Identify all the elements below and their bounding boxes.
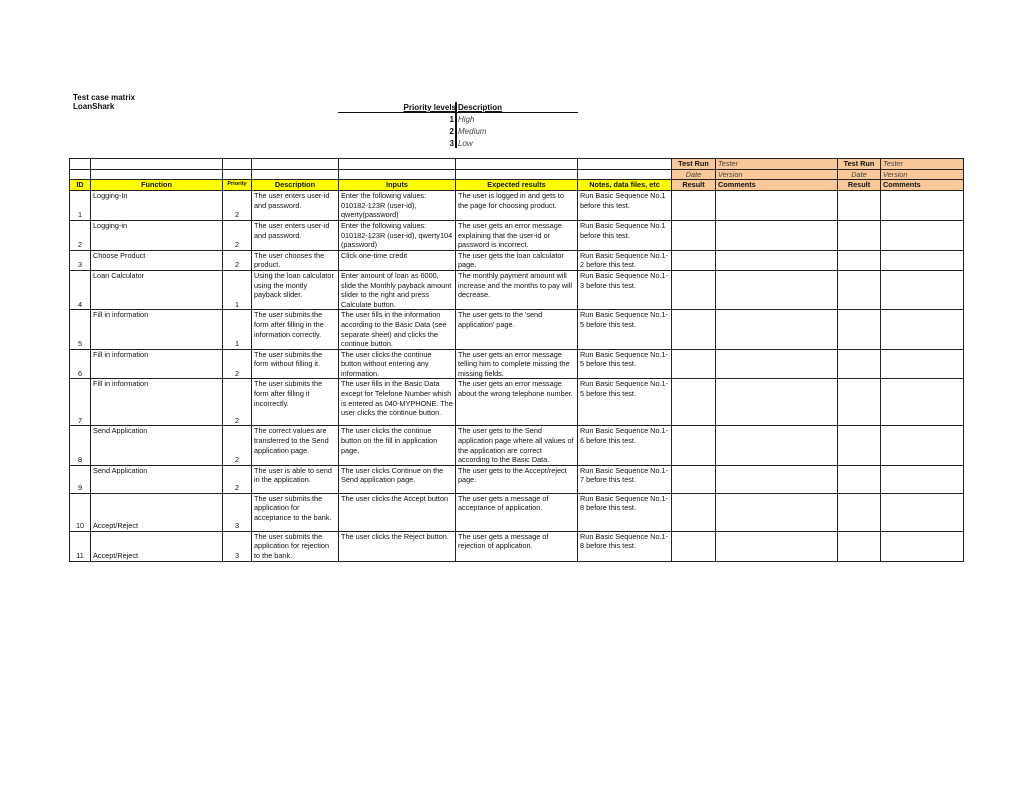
table-row bbox=[70, 349, 964, 379]
legend-row bbox=[338, 113, 578, 125]
legend-level: 1 bbox=[449, 115, 454, 124]
cell-function: Loan Calculator bbox=[91, 270, 223, 309]
cell-function: Accept/Reject bbox=[91, 493, 223, 531]
cell-function: Fill in information bbox=[91, 379, 223, 426]
cell-comments-1[interactable] bbox=[716, 379, 838, 426]
cell-result-2[interactable] bbox=[838, 250, 881, 270]
col-header-inputs: Inputs bbox=[339, 180, 456, 191]
cell-inputs: Enter the following values: 010182-123R (user-id), qwerty104 (password) bbox=[339, 220, 456, 250]
cell-inputs: Click one-time credit bbox=[339, 250, 456, 270]
cell-id: 3 bbox=[70, 250, 91, 270]
cell-notes: Run Basic Sequence No.1 before this test. bbox=[578, 191, 672, 221]
cell-id: 10 bbox=[70, 493, 91, 531]
cell-expected: The user gets to the Accept/reject page. bbox=[456, 465, 578, 493]
cell-notes: Run Basic Sequence No.1 before this test. bbox=[578, 220, 672, 250]
cell-priority: 2 bbox=[223, 250, 252, 270]
priority-legend bbox=[338, 102, 578, 149]
legend-row bbox=[338, 137, 578, 149]
cell-result-2[interactable] bbox=[838, 465, 881, 493]
cell-result-2[interactable] bbox=[838, 310, 881, 349]
column-header-row bbox=[70, 180, 964, 191]
legend-desc: High bbox=[458, 115, 475, 124]
cell-result-1[interactable] bbox=[672, 250, 716, 270]
cell-expected: The user gets a message of rejection of application. bbox=[456, 531, 578, 561]
cell-description: Using the loan calculator using the montly payback slider. bbox=[252, 270, 339, 309]
cell-comments-2[interactable] bbox=[881, 220, 964, 250]
cell-expected: The user gets an error message explaining that the user-id or password is incorrect. bbox=[456, 220, 578, 250]
col-header-expected: Expected results bbox=[456, 180, 578, 191]
cell-description: The correct values are transferred to the Send application page. bbox=[252, 426, 339, 465]
header-row-test-run bbox=[70, 159, 964, 170]
cell-priority: 2 bbox=[223, 426, 252, 465]
legend-level: 2 bbox=[449, 127, 454, 136]
table-row bbox=[70, 465, 964, 493]
table-row bbox=[70, 250, 964, 270]
header-row-date bbox=[70, 169, 964, 180]
cell-comments-2[interactable] bbox=[881, 270, 964, 309]
cell-comments-1[interactable] bbox=[716, 191, 838, 221]
cell-notes: Run Basic Sequence No.1-6 before this test. bbox=[578, 426, 672, 465]
cell-notes: Run Basic Sequence No.1-8 before this test. bbox=[578, 531, 672, 561]
cell-function: Fill in information bbox=[91, 310, 223, 349]
cell-expected: The monthly payment amount will increase and the months to pay will decrease. bbox=[456, 270, 578, 309]
cell-inputs: The user clicks the continue button without entering any information. bbox=[339, 349, 456, 379]
cell-inputs: Enter amount of loan as 6000, slide the Monthly payback amount slider to the right and press Calculate button. bbox=[339, 270, 456, 309]
cell-inputs: The user clicks the continue button on the fill in application page. bbox=[339, 426, 456, 465]
cell-inputs: The user clicks Continue on the Send application page. bbox=[339, 465, 456, 493]
cell-function: Send Application bbox=[91, 465, 223, 493]
cell-expected: The user is logged in and gets to the page for choosing product. bbox=[456, 191, 578, 221]
cell-result-1[interactable] bbox=[672, 310, 716, 349]
col-header-result-2: Result bbox=[838, 180, 881, 191]
cell-result-1[interactable] bbox=[672, 493, 716, 531]
legend-header bbox=[338, 102, 578, 113]
table-row bbox=[70, 220, 964, 250]
legend-row bbox=[338, 125, 578, 137]
cell-result-2[interactable] bbox=[838, 220, 881, 250]
cell-notes: Run Basic Sequence No.1-5 before this test. bbox=[578, 310, 672, 349]
cell-function: Accept/Reject bbox=[91, 531, 223, 561]
cell-comments-2[interactable] bbox=[881, 465, 964, 493]
cell-priority: 2 bbox=[223, 191, 252, 221]
cell-notes: Run Basic Sequence No.1-7 before this test. bbox=[578, 465, 672, 493]
cell-comments-2[interactable] bbox=[881, 310, 964, 349]
cell-priority: 2 bbox=[223, 465, 252, 493]
legend-level: 3 bbox=[449, 139, 454, 148]
col-header-comments-1: Comments bbox=[716, 180, 838, 191]
cell-notes: Run Basic Sequence No.1-5 before this test. bbox=[578, 349, 672, 379]
document-title: Test case matrix bbox=[73, 93, 136, 102]
legend-desc: Medium bbox=[458, 127, 487, 136]
cell-notes: Run Basic Sequence No.1-2 before this test. bbox=[578, 250, 672, 270]
cell-inputs: The user clicks the Reject button. bbox=[339, 531, 456, 561]
table-row bbox=[70, 493, 964, 531]
cell-comments-2[interactable] bbox=[881, 191, 964, 221]
cell-result-2[interactable] bbox=[838, 531, 881, 561]
cell-comments-2[interactable] bbox=[881, 379, 964, 426]
test-run-2-version[interactable]: Version bbox=[881, 169, 964, 180]
cell-description: The user submits the form without filling it. bbox=[252, 349, 339, 379]
cell-id: 1 bbox=[70, 191, 91, 221]
cell-description: The user submits the form after filling it incorrectly. bbox=[252, 379, 339, 426]
test-run-2-label: Test Run bbox=[838, 159, 881, 170]
cell-comments-2[interactable] bbox=[881, 426, 964, 465]
cell-inputs: The user fills in the Basic Data except for Telefone Number whish is entered as 040-MYPHONE. The user clicks the continue button. bbox=[339, 379, 456, 426]
cell-id: 2 bbox=[70, 220, 91, 250]
cell-description: The user is able to send in the application. bbox=[252, 465, 339, 493]
col-header-function: Function bbox=[91, 180, 223, 191]
cell-notes: Run Basic Sequence No.1-8 before this test. bbox=[578, 493, 672, 531]
table-row bbox=[70, 270, 964, 309]
document-header bbox=[73, 93, 135, 111]
cell-comments-1[interactable] bbox=[716, 270, 838, 309]
cell-result-1[interactable] bbox=[672, 465, 716, 493]
cell-comments-2[interactable] bbox=[881, 493, 964, 531]
cell-expected: The user gets to the Send application page where all values of the application are correct according to the Basic Data. bbox=[456, 426, 578, 465]
legend-header-level: Priority levels bbox=[403, 103, 456, 112]
cell-result-2[interactable] bbox=[838, 191, 881, 221]
cell-expected: The user gets the loan calculator page. bbox=[456, 250, 578, 270]
cell-function: Logging-in bbox=[91, 220, 223, 250]
cell-description: The user submits the application for rejection to the bank. bbox=[252, 531, 339, 561]
cell-notes: Run Basic Sequence No.1-5 before this test. bbox=[578, 379, 672, 426]
cell-inputs: Enter the following values: 010182-123R (user-id), qwerty(password) bbox=[339, 191, 456, 221]
cell-id: 8 bbox=[70, 426, 91, 465]
cell-result-1[interactable] bbox=[672, 379, 716, 426]
table-row bbox=[70, 379, 964, 426]
legend-desc: Low bbox=[458, 139, 473, 148]
cell-comments-1[interactable] bbox=[716, 310, 838, 349]
cell-result-2[interactable] bbox=[838, 270, 881, 309]
cell-comments-2[interactable] bbox=[881, 349, 964, 379]
cell-expected: The user gets a message of acceptance of application. bbox=[456, 493, 578, 531]
cell-priority: 2 bbox=[223, 220, 252, 250]
cell-comments-1[interactable] bbox=[716, 426, 838, 465]
cell-id: 7 bbox=[70, 379, 91, 426]
cell-result-2[interactable] bbox=[838, 349, 881, 379]
cell-comments-2[interactable] bbox=[881, 250, 964, 270]
table-row bbox=[70, 310, 964, 349]
test-run-1-tester[interactable]: Tester bbox=[716, 159, 838, 170]
cell-comments-1[interactable] bbox=[716, 349, 838, 379]
cell-priority: 3 bbox=[223, 531, 252, 561]
cell-inputs: The user fills in the information according to the Basic Data (see separate sheet) and clicks the continue button. bbox=[339, 310, 456, 349]
cell-description: The user enters user-id and password. bbox=[252, 191, 339, 221]
col-header-priority: Priority bbox=[223, 180, 252, 191]
cell-priority: 2 bbox=[223, 379, 252, 426]
cell-id: 11 bbox=[70, 531, 91, 561]
project-name: LoanShark bbox=[73, 102, 115, 111]
cell-description: The user submits the form after filling in the information correctly. bbox=[252, 310, 339, 349]
cell-description: The user submits the application for acceptance to the bank. bbox=[252, 493, 339, 531]
cell-function: Logging-In bbox=[91, 191, 223, 221]
test-run-2-tester[interactable]: Tester bbox=[881, 159, 964, 170]
cell-id: 4 bbox=[70, 270, 91, 309]
col-header-notes: Notes, data files, etc bbox=[578, 180, 672, 191]
cell-comments-1[interactable] bbox=[716, 220, 838, 250]
col-header-comments-2: Comments bbox=[881, 180, 964, 191]
test-case-matrix bbox=[69, 158, 964, 562]
cell-priority: 3 bbox=[223, 493, 252, 531]
cell-comments-1[interactable] bbox=[716, 250, 838, 270]
cell-notes: Run Basic Sequence No.1-3 before this test. bbox=[578, 270, 672, 309]
cell-function: Send Application bbox=[91, 426, 223, 465]
cell-expected: The user gets to the 'send application' page. bbox=[456, 310, 578, 349]
cell-result-1[interactable] bbox=[672, 349, 716, 379]
test-run-1-date[interactable]: Date bbox=[672, 169, 716, 180]
test-run-2-date[interactable]: Date bbox=[838, 169, 881, 180]
cell-result-1[interactable] bbox=[672, 220, 716, 250]
cell-function: Fill in information bbox=[91, 349, 223, 379]
cell-result-1[interactable] bbox=[672, 426, 716, 465]
cell-result-1[interactable] bbox=[672, 191, 716, 221]
cell-id: 9 bbox=[70, 465, 91, 493]
table-row bbox=[70, 191, 964, 221]
cell-comments-1[interactable] bbox=[716, 493, 838, 531]
cell-id: 6 bbox=[70, 349, 91, 379]
table-row bbox=[70, 426, 964, 465]
cell-priority: 1 bbox=[223, 310, 252, 349]
col-header-result-1: Result bbox=[672, 180, 716, 191]
test-run-1-label: Test Run bbox=[672, 159, 716, 170]
legend-header-description: Description bbox=[458, 103, 503, 112]
cell-result-2[interactable] bbox=[838, 379, 881, 426]
cell-inputs: The user clicks the Accept button bbox=[339, 493, 456, 531]
cell-comments-2[interactable] bbox=[881, 531, 964, 561]
cell-expected: The user gets an error message telling him to complete missing the missing fields. bbox=[456, 349, 578, 379]
col-header-id: ID bbox=[70, 180, 91, 191]
cell-comments-1[interactable] bbox=[716, 531, 838, 561]
cell-result-2[interactable] bbox=[838, 426, 881, 465]
col-header-description: Description bbox=[252, 180, 339, 191]
cell-priority: 1 bbox=[223, 270, 252, 309]
cell-id: 5 bbox=[70, 310, 91, 349]
cell-result-1[interactable] bbox=[672, 270, 716, 309]
cell-description: The user chooses the product. bbox=[252, 250, 339, 270]
cell-description: The user enters user-id and password. bbox=[252, 220, 339, 250]
cell-result-2[interactable] bbox=[838, 493, 881, 531]
table-row bbox=[70, 531, 964, 561]
cell-priority: 2 bbox=[223, 349, 252, 379]
cell-comments-1[interactable] bbox=[716, 465, 838, 493]
cell-result-1[interactable] bbox=[672, 531, 716, 561]
test-run-1-version[interactable]: Version bbox=[716, 169, 838, 180]
cell-expected: The user gets an error message about the wrong telephone number. bbox=[456, 379, 578, 426]
cell-function: Choose Product bbox=[91, 250, 223, 270]
